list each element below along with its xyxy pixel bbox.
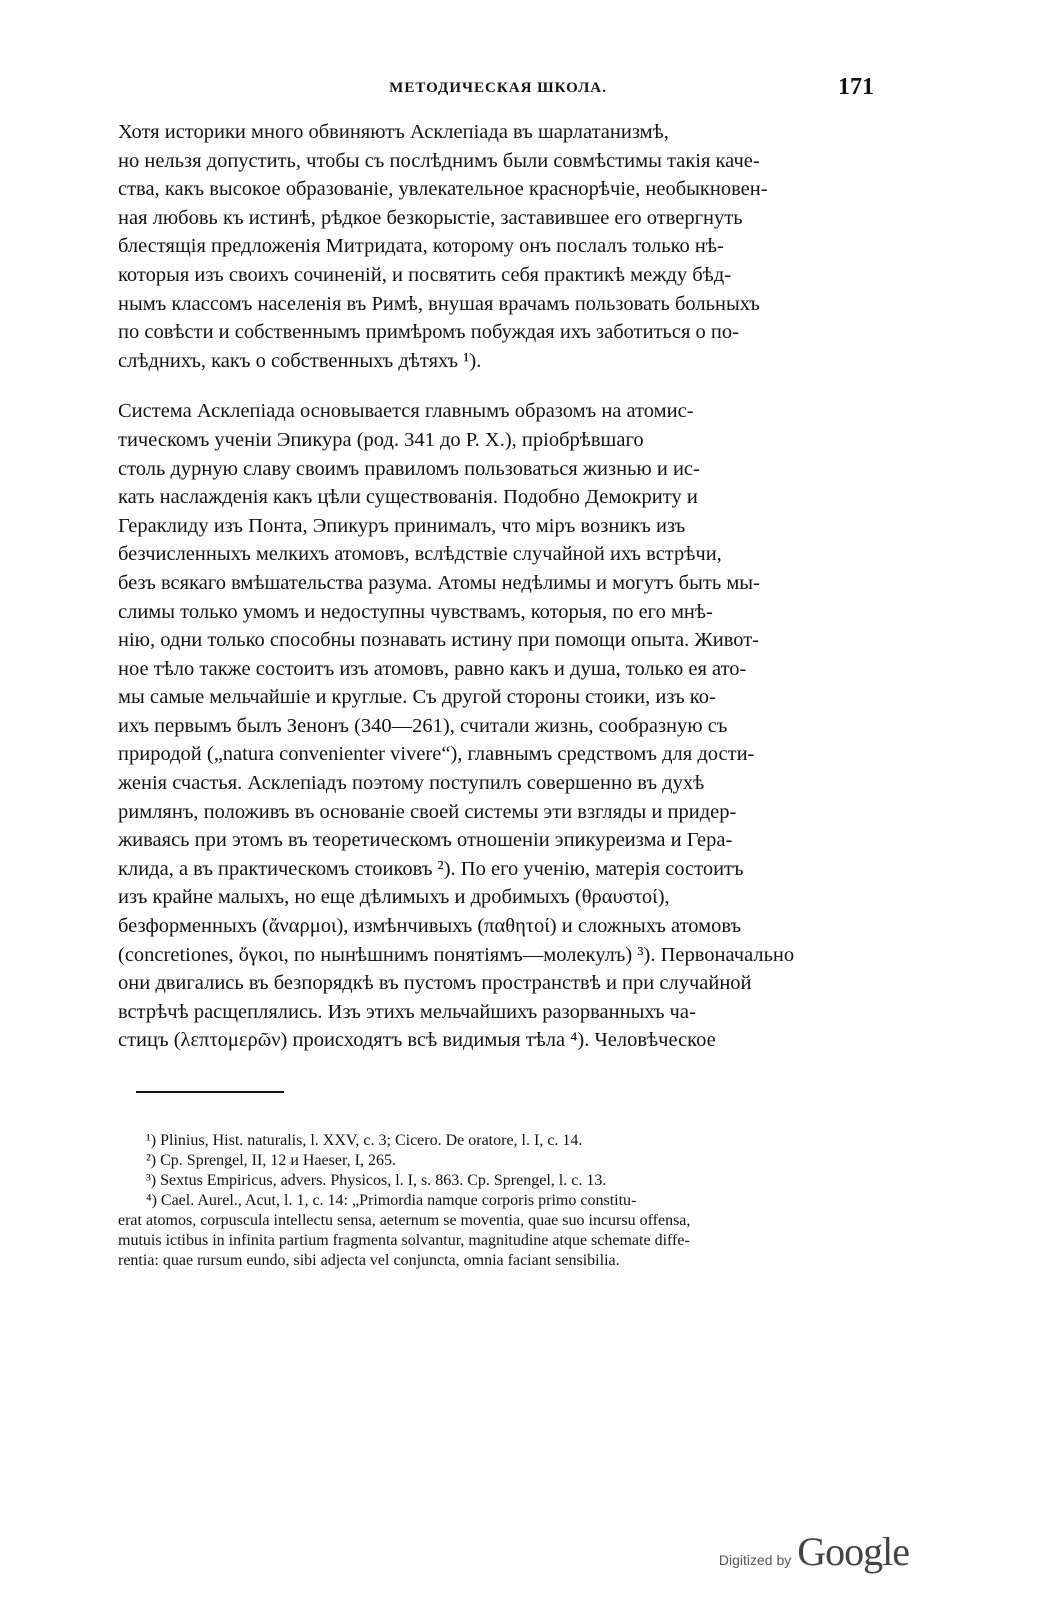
text-line: встрѣчѣ расщеплялись. Изъ этихъ мельчайшихъ разорванныхъ ча- [118,1000,696,1023]
text-line: римлянъ, положивъ въ основаніе своей системы эти взгляды и придер- [118,800,737,823]
running-title: МЕТОДИЧЕСКАЯ ШКОЛА. [389,80,607,96]
text-line: изъ крайне малыхъ, но еще дѣлимыхъ и дробимыхъ (θραυστοί), [118,886,670,909]
page-number: 171 [838,74,874,100]
text-line: Хотя историки много обвиняютъ Асклепіада въ шарлатанизмѣ, [118,121,669,143]
text-line: ная любовь къ истинѣ, рѣдкое безкорыстіе, заставившее его отвергнуть [118,206,743,229]
text-line: тическомъ ученіи Эпикура (род. 341 до Р. Х.), пріобрѣвшаго [118,428,644,451]
digitized-watermark [719,1528,909,1575]
book-page [118,72,878,1271]
text-line: (concretiones, ὄγκοι, по нынѣшнимъ понятіямъ—молекулъ) ³). Первоначально [118,943,795,966]
text-line: по совѣсти и собственнымъ примѣромъ побуждая ихъ заботиться о по- [118,321,739,344]
text-line: природой („natura convenienter vivere“), главнымъ средствомъ для дости- [118,743,755,766]
text-line: слѣднихъ, какъ о собственныхъ дѣтяхъ ¹). [118,349,482,372]
text-line: они двигались въ безпорядкѣ въ пустомъ пространствѣ и при случайной [118,972,752,995]
text-line: мы самые мельчайшіе и круглые. Съ другой стороны стоики, изъ ко- [118,686,716,709]
text-line: ное тѣло также состоитъ изъ атомовъ, равно какъ и душа, только ея ато- [118,657,747,680]
text-line: ихъ первымъ былъ Зенонъ (340—261), считали жизнь, сообразную съ [118,714,728,737]
text-line: безъ всякаго вмѣшательства разума. Атомы недѣлимы и могутъ быть мы- [118,571,760,594]
footnote-divider [136,1091,284,1093]
footnotes [118,1131,878,1271]
footnote-4-continuation: rentia: quae rursum eundo, sibi adjecta vel conjuncta, omnia faciant sensibilia. [118,1252,620,1269]
text-line: женія счастья. Асклепіадъ поэтому поступилъ совершенно въ духѣ [118,772,705,795]
google-logo: Google [797,1529,909,1574]
footnote-4: ⁴) Cael. Aurel., Acut, l. 1, c. 14: „Primordia namque corporis primo constitu- [146,1192,637,1209]
text-line: Гераклиду изъ Понта, Эпикуръ принималъ, что міръ возникъ изъ [118,514,686,537]
text-line: клида, а въ практическомъ стоиковъ ²). По его ученію, матерія состоитъ [118,857,744,880]
text-line: Система Асклепіада основывается главнымъ образомъ на атомис- [118,400,694,423]
text-line: блестящія предложенія Митридата, которому онъ послалъ только нѣ- [118,235,724,258]
footnote-3: ³) Sextus Empiricus, advers. Physicos, l. I, s. 863. Cp. Sprengel, l. c. 13. [146,1172,607,1189]
text-line: но нельзя допустить, чтобы съ послѣднимъ были совмѣстимы такія каче- [118,149,760,172]
footnote-2: ²) Cp. Sprengel, II, 12 и Haeser, I, 265. [146,1152,396,1169]
text-line: стицъ (λεπτομερῶν) происходятъ всѣ видимыя тѣла ⁴). Человѣческое [118,1029,716,1052]
text-line: столь дурную славу своимъ правиломъ пользоваться жизнью и ис- [118,457,700,480]
text-line: нію, одни только способны познавать истину при помощи опыта. Живот- [118,629,759,652]
paragraph-1 [118,118,878,375]
text-line: слимы только умомъ и недоступны чувствамъ, которыя, по его мнѣ- [118,600,713,623]
text-line: ства, какъ высокое образованіе, увлекательное краснорѣчіе, необыкновен- [118,178,768,201]
text-line: которыя изъ своихъ сочиненій, и посвятить себя практикѣ между бѣд- [118,263,732,286]
page-header [118,72,878,108]
text-line: нымъ классомъ населенія въ Римѣ, внушая врачамъ пользовать больныхъ [118,292,760,315]
footnote-4-continuation: mutuis ictibus in infinita partium fragmenta solvantur, magnitudine atque schemate diffe- [118,1232,690,1249]
paragraph-2 [118,397,878,1055]
text-line: безчисленныхъ мелкихъ атомовъ, вслѣдствіе случайной ихъ встрѣчи, [118,543,722,566]
footnote-1: ¹) Plinius, Hist. naturalis, l. XXV, c. 3; Cicero. De oratore, l. I, c. 14. [146,1132,583,1149]
text-line: кать наслажденія какъ цѣли существованія. Подобно Демокриту и [118,486,698,509]
text-line: безформенныхъ (ἄναρμοι), измѣнчивыхъ (παθητοί) и сложныхъ атомовъ [118,915,742,938]
text-line: живаясь при этомъ въ теоретическомъ отношеніи эпикуреизма и Гера- [118,829,733,852]
footnote-4-continuation: erat atomos, corpuscula intellectu sensa, aeternum se moventia, quae suo incursu offensa, [118,1212,691,1229]
watermark-prefix: Digitized by [718,1552,792,1568]
